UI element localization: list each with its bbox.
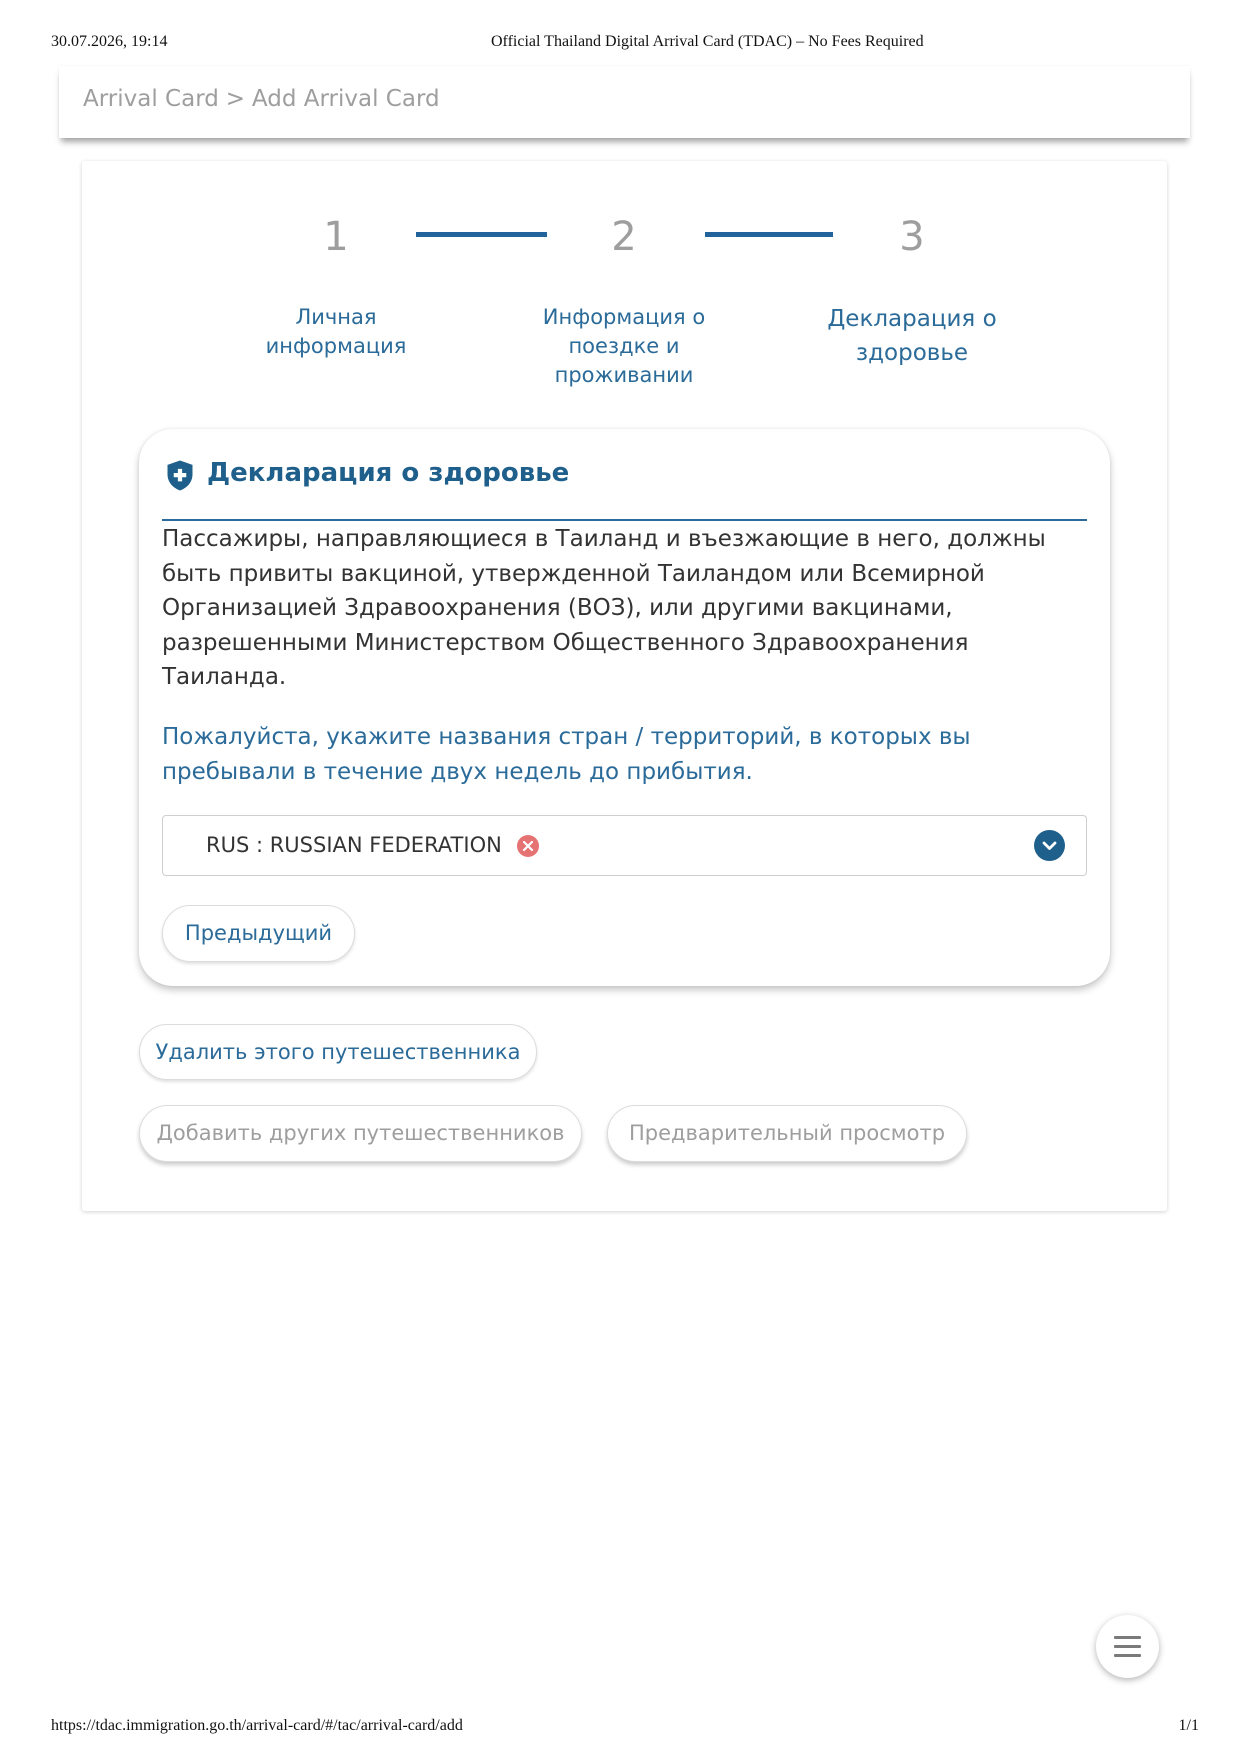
remove-circle-icon[interactable] [516, 834, 540, 858]
print-header-title: Official Thailand Digital Arrival Card (TDAC) – No Fees Required [491, 33, 924, 50]
floating-menu-button[interactable] [1096, 1615, 1159, 1678]
countries-prompt: Пожалуйста, укажите названия стран / территорий, в которых вы пребывали в течение двух недель до прибытия. [162, 724, 971, 785]
selected-country-label: RUS : RUSSIAN FEDERATION [206, 833, 502, 857]
breadcrumb-item-arrival-card[interactable]: Arrival Card [83, 86, 219, 112]
stepper-connector [705, 232, 833, 237]
menu-icon [1114, 1636, 1141, 1657]
shield-plus-icon [165, 459, 195, 492]
breadcrumb-bar [59, 66, 1190, 138]
previous-button[interactable]: Предыдущий [162, 905, 355, 962]
remove-traveler-button[interactable]: Удалить этого путешественника [139, 1024, 537, 1080]
step-number: 2 [611, 214, 637, 260]
breadcrumb [83, 82, 440, 116]
step-number: 3 [899, 214, 925, 260]
countries-select[interactable] [162, 815, 1087, 876]
stepper-connector [416, 232, 547, 237]
step-number: 1 [323, 214, 349, 260]
preview-button[interactable]: Предварительный просмотр [607, 1105, 967, 1162]
step-label: Декларация о здоровье [827, 306, 997, 366]
section-title: Декларация о здоровье [207, 458, 570, 488]
section-divider [162, 519, 1087, 521]
vaccination-notice: Пассажиры, направляющиеся в Таиланд и въезжающие в него, должны быть привиты вакциной, утвержденной Таиландом или Всемирной Организацией Здравоохранения (ВОЗ), или другими вакцинами, разрешенными Министерством Общественного Здравоохранения Таиланда. [162, 526, 1046, 691]
health-declaration-card [139, 429, 1110, 986]
print-header-datetime: 30.07.2026, 19:14 [51, 33, 168, 50]
step-label: Информация о поездке и проживании [542, 305, 706, 387]
breadcrumb-separator: > [225, 86, 246, 112]
add-travelers-button[interactable]: Добавить других путешественников [139, 1105, 582, 1162]
print-footer-page: 1/1 [1178, 1717, 1199, 1734]
selected-country-tag [206, 816, 540, 875]
step-label: Личная информация [265, 305, 407, 358]
print-footer-url: https://tdac.immigration.go.th/arrival-card/#/tac/arrival-card/add [51, 1717, 463, 1734]
chevron-down-icon[interactable] [1034, 830, 1065, 861]
breadcrumb-item-add-arrival-card: Add Arrival Card [251, 86, 440, 112]
